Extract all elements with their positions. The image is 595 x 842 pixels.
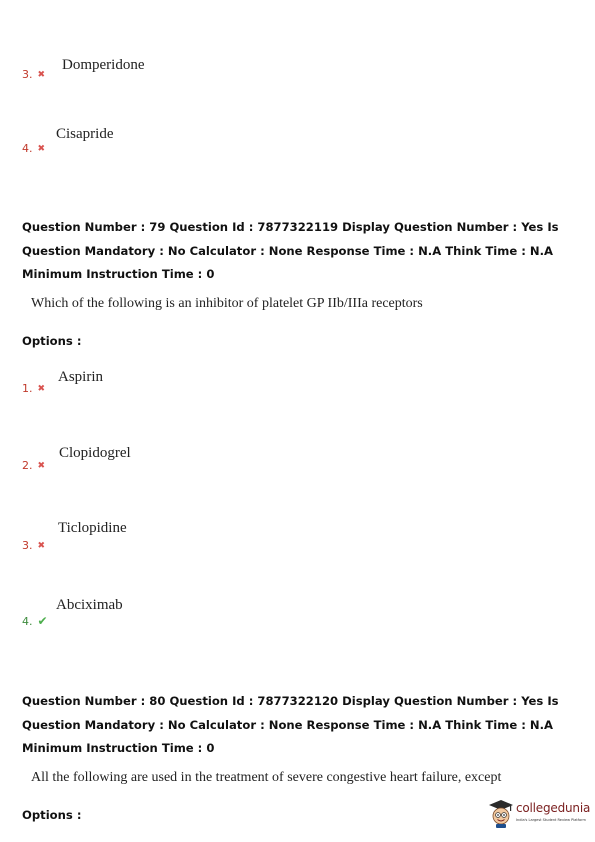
cross-icon: ✖ xyxy=(37,461,46,471)
option-number xyxy=(22,382,45,395)
option-text: Aspirin xyxy=(58,369,103,385)
cross-icon: ✖ xyxy=(37,144,46,154)
option-number-label: 1. xyxy=(22,382,33,395)
collegedunia-logo xyxy=(488,799,591,833)
option-number-label: 3. xyxy=(22,68,33,81)
option-number xyxy=(22,459,45,472)
options-label: Options : xyxy=(22,334,82,348)
logo-name: collegedunia xyxy=(516,801,591,815)
question-meta: Question Number : 80 Question Id : 7877322120 Display Question Number : Yes Is Question Mandatory : No Calculator : None Response Time : N.A Think Time : N.A Minimum Instruction Time : 0 xyxy=(22,694,559,755)
option-number-label: 3. xyxy=(22,539,33,552)
option-number-label: 4. xyxy=(22,142,33,155)
option-number-label: 4. xyxy=(22,615,33,628)
mascot-icon xyxy=(488,799,514,829)
option-text: Ticlopidine xyxy=(58,520,127,536)
option-number-label: 2. xyxy=(22,459,33,472)
option-number xyxy=(22,142,45,155)
option-text: Cisapride xyxy=(56,126,114,142)
question-text: Which of the following is an inhibitor of platelet GP IIb/IIIa receptors xyxy=(31,296,423,311)
option-text: Domperidone xyxy=(62,57,145,73)
options-label: Options : xyxy=(22,808,82,822)
question-meta: Question Number : 79 Question Id : 7877322119 Display Question Number : Yes Is Question Mandatory : No Calculator : None Response Time : N.A Think Time : N.A Minimum Instruction Time : 0 xyxy=(22,220,559,281)
option-text: Clopidogrel xyxy=(59,445,131,461)
option-number xyxy=(22,68,45,81)
check-icon: ✔ xyxy=(37,614,48,628)
option-text: Abciximab xyxy=(56,597,123,613)
cross-icon: ✖ xyxy=(37,384,46,394)
cross-icon: ✖ xyxy=(37,70,46,80)
logo-tagline: India's Largest Student Review Platform xyxy=(516,818,586,822)
option-number xyxy=(22,614,48,628)
question-text: All the following are used in the treatment of severe congestive heart failure, except xyxy=(31,770,502,785)
cross-icon: ✖ xyxy=(37,541,46,551)
option-number xyxy=(22,539,45,552)
